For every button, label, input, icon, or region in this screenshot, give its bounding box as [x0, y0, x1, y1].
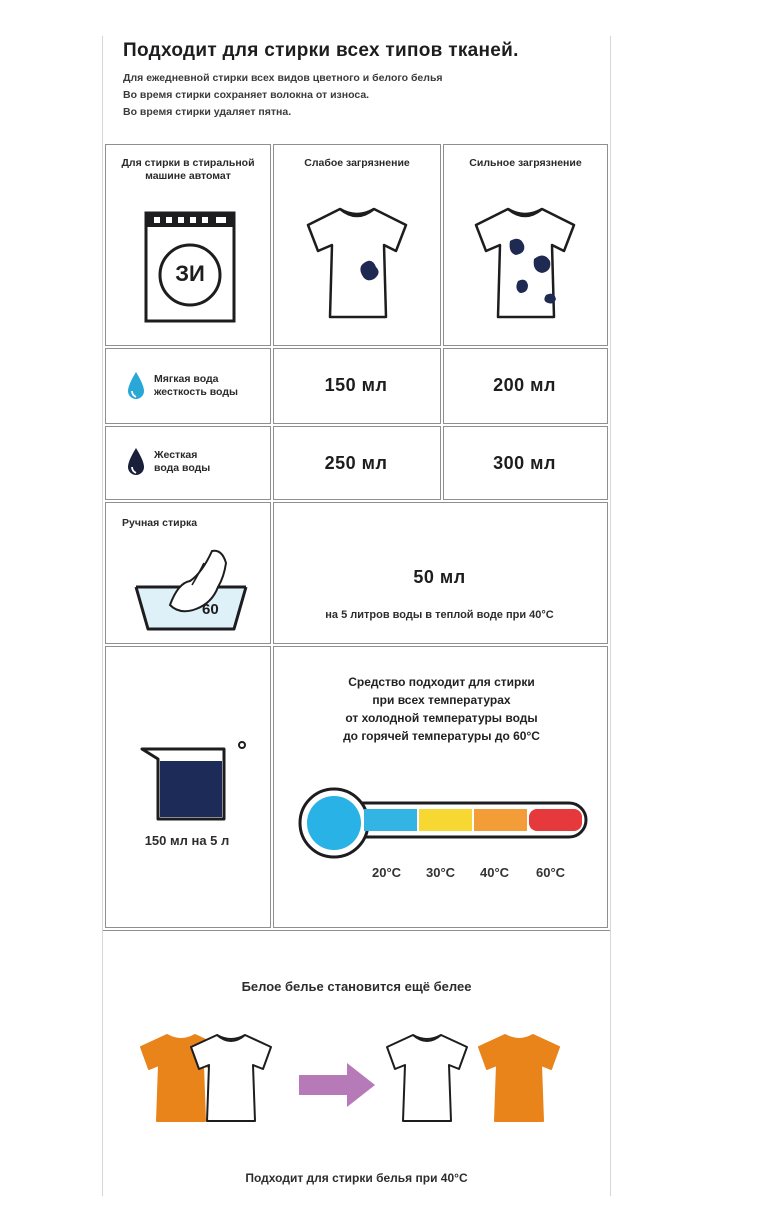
- hard-water-heavy-cell: [443, 426, 608, 500]
- thermometer-bulb: [307, 796, 361, 850]
- thermometer-segment-yellow: [419, 809, 472, 831]
- handwash-basin-icon: [132, 543, 250, 633]
- description-line-3: Во время стирки удаляет пятна.: [123, 106, 292, 118]
- handwash-title: Ручная стирка: [122, 517, 198, 529]
- heavy-stain-title: Сильное загрязнение: [469, 157, 582, 169]
- handwash-dose: 50 мл: [413, 567, 466, 587]
- soft-water-heavy-dose: 200 мл: [493, 375, 556, 395]
- soft-water-light-cell: [273, 348, 441, 424]
- temperature-cell: [273, 646, 608, 928]
- thermometer-segment-orange: [474, 809, 527, 831]
- soft-water-light-dose: 150 мл: [324, 375, 388, 395]
- description-line-2: Во время стирки сохраняет волокна от износа.: [123, 89, 370, 101]
- heavy-stain-cell: [443, 144, 608, 346]
- machine-badge: ЗИ: [175, 261, 205, 286]
- whitening-title: Белое белье становится ещё белее: [241, 979, 472, 994]
- handwash-note: на 5 литров воды в теплой воде при 40°С: [325, 609, 554, 621]
- whitening-section: [103, 930, 610, 1197]
- page-title: Подходит для стирки всех типов тканей.: [123, 40, 519, 61]
- thermo-tick-2: 30°С: [426, 865, 456, 880]
- handwash-cell: [105, 502, 271, 644]
- thermometer-segment-blue: [364, 809, 417, 831]
- thermo-tick-4: 60°С: [536, 865, 566, 880]
- thermo-tick-1: 20°С: [372, 865, 402, 880]
- header: [103, 36, 610, 140]
- soft-water-heavy-cell: [443, 348, 608, 424]
- thermometer-segment-red: [529, 809, 582, 831]
- basin-temperature-label: 60: [202, 601, 219, 618]
- tshirt-white-right-icon: [387, 1035, 467, 1121]
- hard-water-label: Жесткая вода воды: [154, 449, 211, 474]
- soft-water-cell: [105, 348, 271, 424]
- hard-water-light-dose: 250 мл: [324, 453, 388, 473]
- water-drop-dark-icon: [126, 447, 146, 477]
- washing-machine-cell: [105, 144, 271, 346]
- machine-title: Для стирки в стиральной машине автомат: [121, 157, 255, 182]
- whitening-illustration: [137, 1027, 577, 1137]
- water-drop-light-icon: [126, 371, 146, 401]
- handwash-dose-cell: [273, 502, 608, 644]
- light-stain-title: Слабое загрязнение: [304, 157, 410, 169]
- tshirt-heavy-stain-icon: [470, 203, 580, 323]
- tshirt-light-stain-icon: [302, 203, 412, 323]
- thermometer-icon: [298, 787, 590, 859]
- measuring-cup-cell: [105, 646, 271, 928]
- whitening-note: Подходит для стирки белья при 40°С: [245, 1171, 468, 1185]
- hard-water-cell: [105, 426, 271, 500]
- tshirt-orange-right-icon: [479, 1035, 559, 1121]
- thermo-tick-3: 40°С: [480, 865, 510, 880]
- product-info-panel: [102, 36, 611, 1196]
- cup-label: 150 мл на 5 л: [144, 833, 230, 848]
- hard-water-heavy-dose: 300 мл: [493, 453, 556, 473]
- hard-water-light-cell: [273, 426, 441, 500]
- description-line-1: Для ежедневной стирки всех видов цветного и белого белья: [123, 72, 443, 84]
- measuring-cup-icon: [138, 741, 248, 823]
- temperature-info: Средство подходит для стирки при всех температурах от холодной температуры воды до горячей температуры до 60°С: [343, 675, 540, 743]
- light-stain-cell: [273, 144, 441, 346]
- soft-water-label: Мягкая вода жесткость воды: [154, 373, 238, 398]
- arrow-right-icon: [299, 1063, 375, 1107]
